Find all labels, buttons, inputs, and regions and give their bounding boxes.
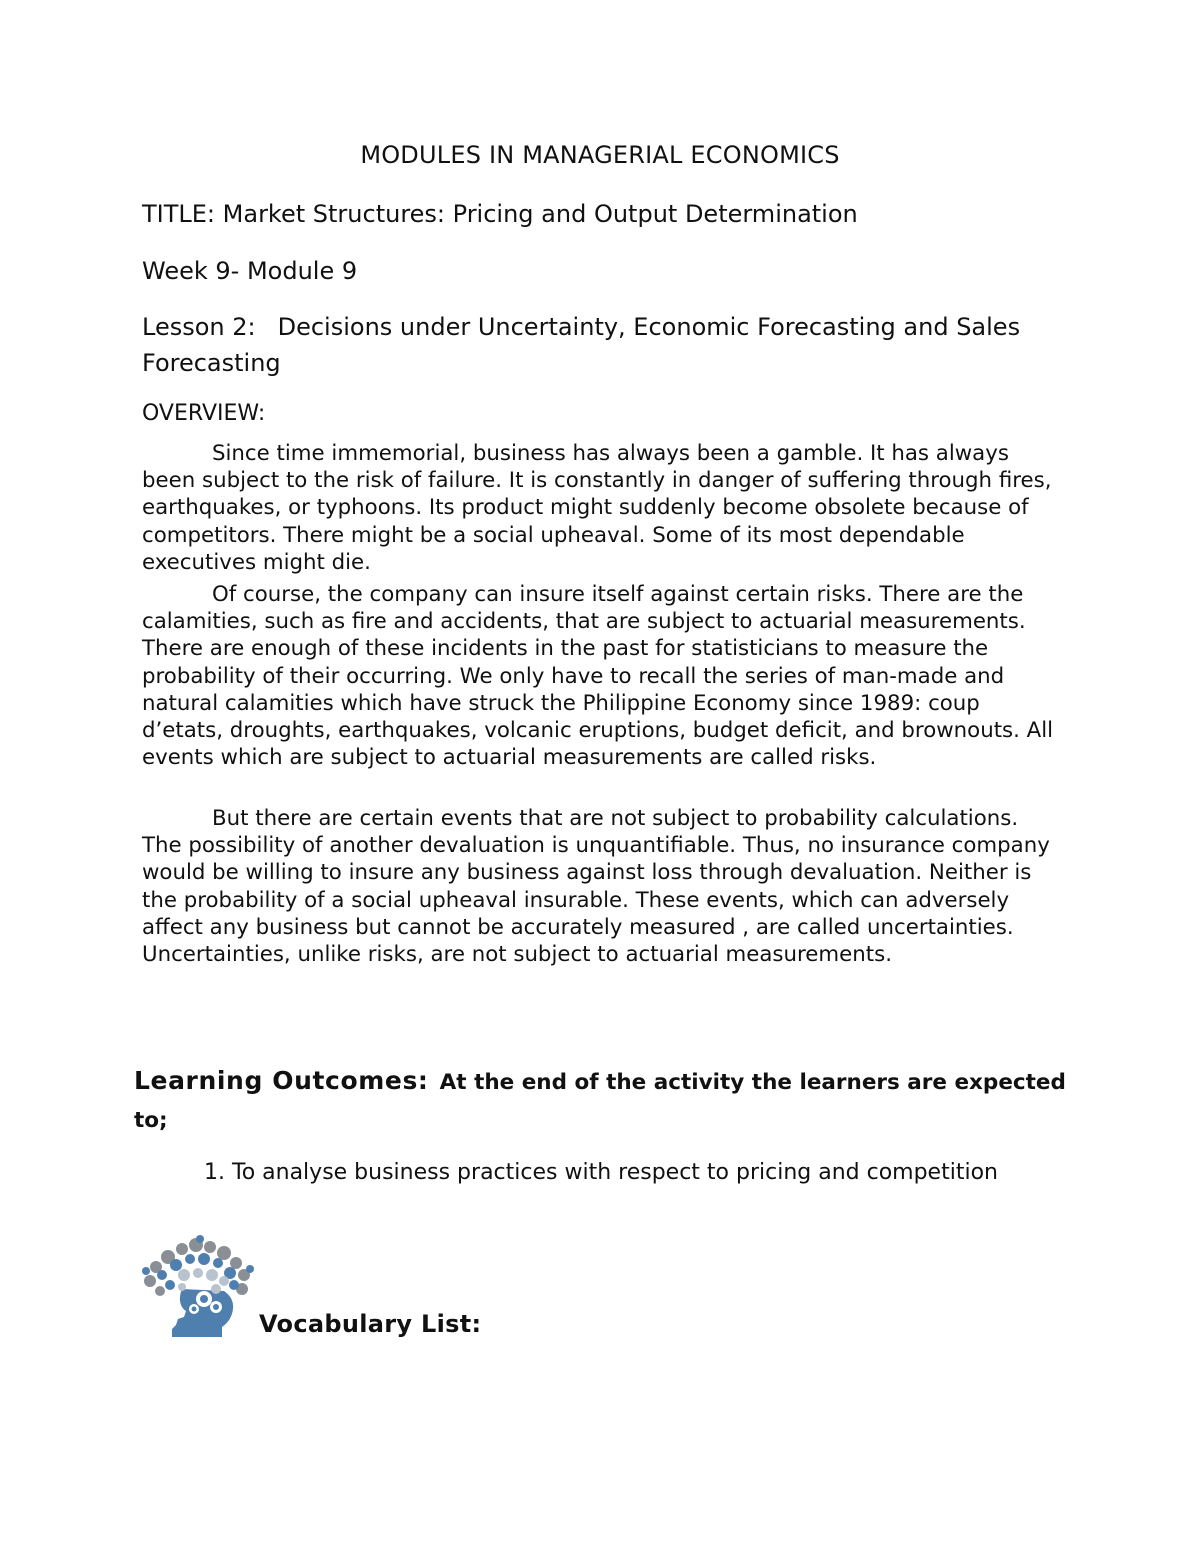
paragraph-text: Of course, the company can insure itself against certain risks. There are the calamities, such as fire and accidents, that are subject to actuarial measurements. There are enough of these incidents in the past for statisticians to measure the probability of their occurring. We only have to recall the series of man-made and natural calamities which have struck the Philippine Economy since 1989: coup d’etats, droughts, earthquakes, volcanic eruptions, budget deficit, and brownouts. All events which are subject to actuarial measurements are called risks. bbox=[142, 582, 1054, 771]
head-with-gears-icon bbox=[138, 1233, 263, 1338]
lesson-label: Lesson 2: bbox=[142, 313, 256, 341]
learning-outcome-item bbox=[134, 1156, 1094, 1190]
paragraph-text: Since time immemorial, business has always been a gamble. It has always been subject to the risk of failure. It is constantly in danger of suffering through fires, earthquakes, or typhoons. Its product might suddenly become obsolete because of competitors. There might be a social upheaval. Some of its most dependable executives might die. bbox=[142, 441, 1052, 575]
lesson-line bbox=[142, 309, 1042, 381]
lesson-text: Decisions under Uncertainty, Economic Forecasting and Sales Forecasting bbox=[142, 313, 1021, 377]
overview-paragraph-3 bbox=[142, 805, 1062, 968]
learning-outcomes-heading bbox=[134, 1062, 1094, 1140]
learning-outcomes-label: Learning Outcomes: bbox=[134, 1066, 429, 1095]
outcome-text: To analyse business practices with respect to pricing and competition bbox=[232, 1160, 998, 1185]
week-module-line: Week 9- Module 9 bbox=[142, 257, 358, 285]
learning-outcomes-intro: At the end of the activity the learners are expected to; bbox=[134, 1070, 1066, 1133]
document-heading: MODULES IN MANAGERIAL ECONOMICS bbox=[360, 141, 840, 169]
overview-paragraph-2 bbox=[142, 581, 1062, 771]
vocabulary-heading: Vocabulary List: bbox=[259, 1310, 482, 1338]
overview-heading: OVERVIEW: bbox=[142, 401, 266, 426]
overview-paragraph-1 bbox=[142, 440, 1062, 576]
paragraph-text: But there are certain events that are not subject to probability calculations. The possibility of another devaluation is unquantifiable. Thus, no insurance company would be willing to insure any business against loss through devaluation. Neither is the probability of a social upheaval insurable. These events, which can adversely affect any business but cannot be accurately measured , are called uncertainties. Uncertainties, unlike risks, are not subject to actuarial measurements. bbox=[142, 806, 1050, 968]
outcome-number: 1. bbox=[204, 1160, 225, 1185]
module-title: TITLE: Market Structures: Pricing and Output Determination bbox=[142, 200, 858, 228]
